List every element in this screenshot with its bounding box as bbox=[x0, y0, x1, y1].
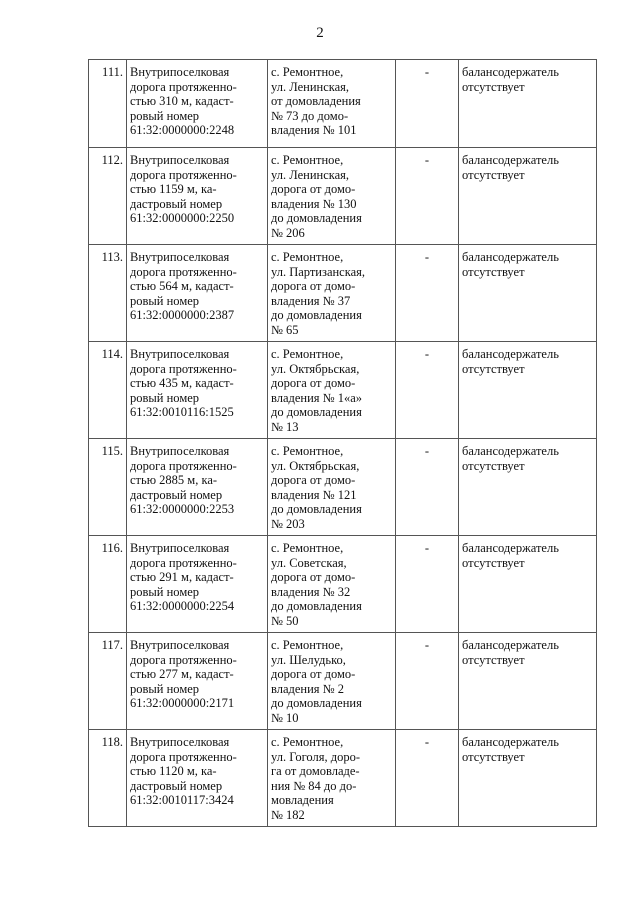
balance-holder-line: балансодержатель bbox=[462, 65, 559, 79]
object-address-line: ния № 84 до до- bbox=[271, 778, 357, 793]
balance-holder-cell bbox=[459, 60, 597, 148]
object-address-line: до домовладения bbox=[271, 502, 362, 516]
table-row bbox=[89, 148, 597, 245]
object-name-line: дорога протяженно- bbox=[130, 458, 237, 473]
object-address-line: № 10 bbox=[271, 710, 299, 725]
balance-holder-line: отсутствует bbox=[462, 79, 525, 94]
object-address-line: владения № 130 bbox=[271, 196, 357, 211]
balance-holder-line: отсутствует bbox=[462, 167, 525, 182]
object-address-line: дорога от домо- bbox=[271, 570, 356, 584]
table-row bbox=[89, 342, 597, 439]
object-address-line: с. Ремонтное, bbox=[271, 153, 344, 167]
object-name-line: 61:32:0010116:1525 bbox=[130, 405, 234, 419]
row-number: 113. bbox=[89, 245, 127, 342]
object-address-cell bbox=[268, 633, 396, 730]
row-number: 118. bbox=[89, 730, 127, 827]
balance-holder-cell bbox=[459, 730, 597, 827]
empty-value-dash: - bbox=[396, 148, 459, 245]
object-address-cell bbox=[268, 439, 396, 536]
object-name-line: дорога протяженно- bbox=[130, 79, 237, 94]
object-address-line: га от домовладе- bbox=[271, 764, 360, 778]
object-address-line: с. Ремонтное, bbox=[271, 347, 344, 361]
object-address-line: до домовладения bbox=[271, 308, 362, 322]
object-address-line: № 73 до домо- bbox=[271, 108, 349, 123]
object-address-line: владения № 32 bbox=[271, 584, 351, 599]
registry-body bbox=[89, 60, 597, 827]
object-address-cell bbox=[268, 342, 396, 439]
object-address-line: с. Ремонтное, bbox=[271, 638, 344, 652]
object-name-line: Внутрипоселковая bbox=[130, 735, 230, 749]
object-name-line: ровый номер bbox=[130, 390, 200, 405]
object-name-line: 61:32:0000000:2254 bbox=[130, 599, 235, 613]
object-address-line: владения № 37 bbox=[271, 293, 351, 308]
object-name-line: стью 310 м, кадаст- bbox=[130, 94, 234, 108]
object-address-line: ул. Ленинская, bbox=[271, 167, 350, 182]
page-number: 2 bbox=[316, 25, 324, 41]
object-name-line: дорога протяженно- bbox=[130, 167, 237, 182]
object-name-line: стью 1120 м, ка- bbox=[130, 764, 217, 778]
object-name-cell bbox=[127, 633, 268, 730]
table-row bbox=[89, 439, 597, 536]
object-address-line: ул. Гоголя, доро- bbox=[271, 749, 360, 764]
object-address-line: № 203 bbox=[271, 516, 305, 531]
balance-holder-cell bbox=[459, 439, 597, 536]
row-number: 114. bbox=[89, 342, 127, 439]
object-name-cell bbox=[127, 60, 268, 148]
object-name-line: ровый номер bbox=[130, 584, 200, 599]
object-address-cell bbox=[268, 60, 396, 148]
balance-holder-line: балансодержатель bbox=[462, 153, 559, 167]
object-name-cell bbox=[127, 245, 268, 342]
object-name-cell bbox=[127, 730, 268, 827]
object-name-line: стью 1159 м, ка- bbox=[130, 182, 217, 196]
object-name-line: дорога протяженно- bbox=[130, 361, 237, 376]
object-address-line: до домовладения bbox=[271, 599, 362, 613]
object-name-line: стью 277 м, кадаст- bbox=[130, 667, 234, 681]
object-address-line: владения № 2 bbox=[271, 681, 344, 696]
object-name-cell bbox=[127, 148, 268, 245]
empty-value-dash: - bbox=[396, 730, 459, 827]
object-address-cell bbox=[268, 245, 396, 342]
object-address-line: до домовладения bbox=[271, 405, 362, 419]
table-row bbox=[89, 60, 597, 148]
object-address-line: мовладения bbox=[271, 793, 334, 807]
row-number: 117. bbox=[89, 633, 127, 730]
object-address-line: с. Ремонтное, bbox=[271, 541, 344, 555]
object-name-line: Внутрипоселковая bbox=[130, 541, 230, 555]
object-address-line: ул. Ленинская, bbox=[271, 79, 350, 94]
object-address-line: дорога от домо- bbox=[271, 182, 356, 196]
object-address-line: № 182 bbox=[271, 807, 305, 822]
row-number: 111. bbox=[89, 60, 127, 148]
balance-holder-cell bbox=[459, 536, 597, 633]
balance-holder-line: отсутствует bbox=[462, 652, 525, 667]
object-address-cell bbox=[268, 730, 396, 827]
empty-value-dash: - bbox=[396, 439, 459, 536]
balance-holder-line: отсутствует bbox=[462, 749, 525, 764]
object-address-line: с. Ремонтное, bbox=[271, 444, 344, 458]
object-address-line: ул. Октябрьская, bbox=[271, 361, 360, 376]
empty-value-dash: - bbox=[396, 633, 459, 730]
object-address-line: дорога от домо- bbox=[271, 376, 356, 390]
balance-holder-cell bbox=[459, 245, 597, 342]
object-name-line: Внутрипоселковая bbox=[130, 444, 230, 458]
empty-value-dash: - bbox=[396, 342, 459, 439]
object-name-line: стью 435 м, кадаст- bbox=[130, 376, 234, 390]
object-name-line: 61:32:0000000:2248 bbox=[130, 123, 235, 137]
table-row bbox=[89, 536, 597, 633]
object-name-line: дорога протяженно- bbox=[130, 555, 237, 570]
object-address-line: ул. Советская, bbox=[271, 555, 347, 570]
object-name-line: Внутрипоселковая bbox=[130, 347, 230, 361]
object-address-line: до домовладения bbox=[271, 211, 362, 225]
object-name-line: ровый номер bbox=[130, 293, 200, 308]
object-address-line: от домовладения bbox=[271, 94, 361, 108]
balance-holder-line: балансодержатель bbox=[462, 444, 559, 458]
object-address-line: ул. Шелудько, bbox=[271, 652, 346, 667]
object-address-line: владения № 101 bbox=[271, 123, 357, 137]
object-name-line: 61:32:0000000:2250 bbox=[130, 211, 235, 225]
object-name-line: стью 2885 м, ка- bbox=[130, 473, 218, 487]
row-number: 115. bbox=[89, 439, 127, 536]
row-number: 112. bbox=[89, 148, 127, 245]
balance-holder-cell bbox=[459, 148, 597, 245]
object-name-line: дорога протяженно- bbox=[130, 749, 237, 764]
object-name-line: дастровый номер bbox=[130, 196, 223, 211]
object-address-line: ул. Партизанская, bbox=[271, 264, 366, 279]
roads-registry-table bbox=[88, 59, 597, 827]
object-name-line: дорога протяженно- bbox=[130, 264, 237, 279]
object-name-line: ровый номер bbox=[130, 681, 200, 696]
balance-holder-cell bbox=[459, 342, 597, 439]
object-address-line: № 50 bbox=[271, 613, 299, 628]
object-address-line: с. Ремонтное, bbox=[271, 250, 344, 264]
object-address-line: № 13 bbox=[271, 419, 299, 434]
balance-holder-line: балансодержатель bbox=[462, 347, 559, 361]
object-address-line: дорога от домо- bbox=[271, 667, 356, 681]
balance-holder-line: отсутствует bbox=[462, 555, 525, 570]
object-name-line: стью 564 м, кадаст- bbox=[130, 279, 234, 293]
object-name-line: 61:32:0000000:2253 bbox=[130, 502, 235, 516]
table-row bbox=[89, 245, 597, 342]
object-address-cell bbox=[268, 536, 396, 633]
row-number: 116. bbox=[89, 536, 127, 633]
object-address-line: с. Ремонтное, bbox=[271, 735, 344, 749]
object-address-line: владения № 121 bbox=[271, 487, 357, 502]
object-address-line: до домовладения bbox=[271, 696, 362, 710]
object-address-line: № 65 bbox=[271, 322, 299, 337]
object-name-line: стью 291 м, кадаст- bbox=[130, 570, 234, 584]
balance-holder-line: отсутствует bbox=[462, 264, 525, 279]
object-name-line: дастровый номер bbox=[130, 487, 223, 502]
object-name-cell bbox=[127, 342, 268, 439]
object-address-line: дорога от домо- bbox=[271, 279, 356, 293]
object-name-line: дастровый номер bbox=[130, 778, 223, 793]
table-row bbox=[89, 633, 597, 730]
object-name-line: Внутрипоселковая bbox=[130, 638, 230, 652]
object-address-line: владения № 1«а» bbox=[271, 390, 363, 405]
object-address-line: дорога от домо- bbox=[271, 473, 356, 487]
balance-holder-line: балансодержатель bbox=[462, 541, 559, 555]
balance-holder-cell bbox=[459, 633, 597, 730]
balance-holder-line: отсутствует bbox=[462, 458, 525, 473]
object-name-line: 61:32:0000000:2171 bbox=[130, 696, 235, 710]
balance-holder-line: балансодержатель bbox=[462, 250, 559, 264]
object-name-line: Внутрипоселковая bbox=[130, 250, 230, 264]
balance-holder-line: отсутствует bbox=[462, 361, 525, 376]
object-name-cell bbox=[127, 536, 268, 633]
object-address-cell bbox=[268, 148, 396, 245]
object-name-line: 61:32:0000000:2387 bbox=[130, 308, 235, 322]
object-name-line: Внутрипоселковая bbox=[130, 153, 230, 167]
empty-value-dash: - bbox=[396, 60, 459, 148]
object-address-line: № 206 bbox=[271, 225, 305, 240]
empty-value-dash: - bbox=[396, 536, 459, 633]
object-name-line: дорога протяженно- bbox=[130, 652, 237, 667]
object-name-line: ровый номер bbox=[130, 108, 200, 123]
object-address-line: ул. Октябрьская, bbox=[271, 458, 360, 473]
empty-value-dash: - bbox=[396, 245, 459, 342]
object-address-line: с. Ремонтное, bbox=[271, 65, 344, 79]
balance-holder-line: балансодержатель bbox=[462, 735, 559, 749]
object-name-cell bbox=[127, 439, 268, 536]
table-row bbox=[89, 730, 597, 827]
object-name-line: 61:32:0010117:3424 bbox=[130, 793, 234, 807]
object-name-line: Внутрипоселковая bbox=[130, 65, 230, 79]
balance-holder-line: балансодержатель bbox=[462, 638, 559, 652]
